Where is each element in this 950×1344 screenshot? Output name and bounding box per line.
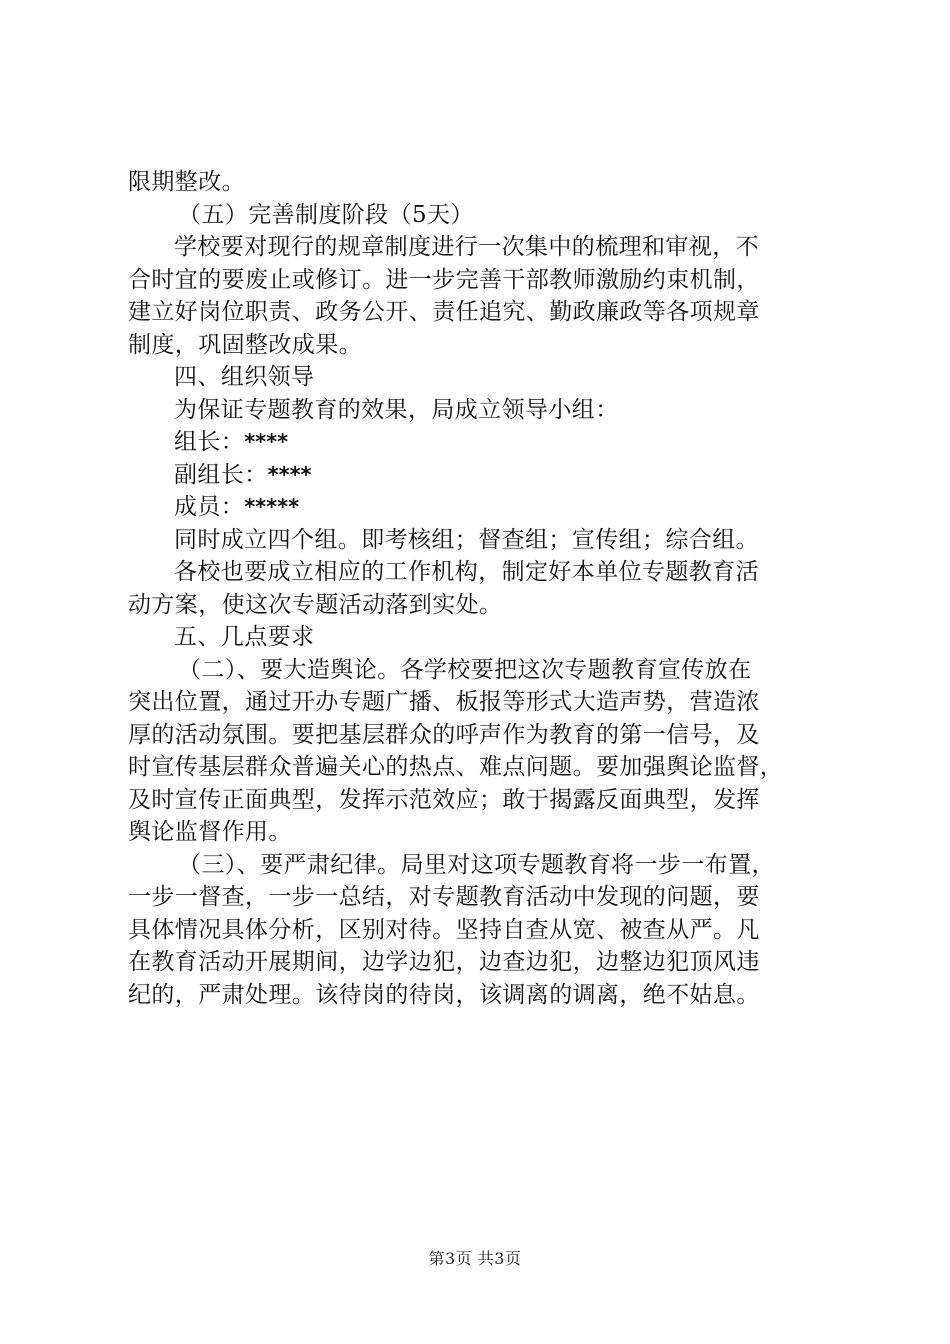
text-line: 舆论监督作用。	[128, 819, 292, 845]
text-line: 建立好岗位职责、政务公开、责任追究、勤政廉政等各项规章	[128, 299, 760, 325]
text-line: （三）、要严肃纪律。局里对这项专题教育将一步一布置，	[178, 851, 775, 878]
text-line: 一步一督查，一步一总结，对专题教育活动中发现的问题，要	[128, 884, 760, 910]
text-line: 动方案，使这次专题活动落到实处。	[128, 591, 503, 618]
section-heading-5: （五）完善制度阶段（5天）	[178, 201, 474, 228]
section-heading-requirements: 五、几点要求	[174, 624, 315, 650]
text-line: 制度，巩固整改成果。	[128, 331, 362, 358]
deputy-leader-value: ****	[267, 462, 312, 487]
deputy-leader-label: 副组长：	[174, 461, 268, 488]
text-line: 学校要对现行的规章制度进行一次集中的梳理和审视，不	[174, 234, 759, 260]
section-heading-organization: 四、组织领导	[174, 364, 315, 390]
text-line: 在教育活动开展期间，边学边犯，边查边犯，边整边犯顶风违	[128, 949, 760, 975]
members-line	[128, 491, 828, 524]
document-body	[128, 166, 828, 1011]
text-line: （二）、要大造舆论。各学校要把这次专题教育宣传放在	[178, 656, 752, 683]
text-line: 限期整改。	[128, 169, 245, 195]
text-line: 具体情况具体分析，区别对待。坚持自查从宽、被查从严。凡	[128, 916, 760, 943]
text-line: 时宣传基层群众普遍关心的热点、难点问题。要加强舆论监督，	[128, 754, 784, 780]
leader-label: 组长：	[174, 429, 245, 455]
text-line: 各校也要成立相应的工作机构，制定好本单位专题教育活	[174, 559, 759, 585]
members-label: 成员：	[174, 494, 245, 520]
members-value: *****	[244, 495, 300, 519]
text-line: 纪的，严肃处理。该待岗的待岗，该调离的调离，绝不姑息。	[128, 981, 760, 1008]
text-line: 为保证专题教育的效果，局成立领导小组：	[174, 396, 619, 423]
text-line: 及时宣传正面典型，发挥示范效应；敢于揭露反面典型，发挥	[128, 786, 760, 813]
text-line: 突出位置，通过开办专题广播、板报等形式大造声势，营造浓	[128, 689, 760, 715]
text-line: 合时宜的要废止或修订。进一步完善干部教师激励约束机制，	[128, 266, 760, 293]
leader-line	[128, 426, 828, 459]
leader-value: ****	[244, 430, 289, 454]
page-footer: 第3页 共3页	[428, 1249, 522, 1268]
deputy-leader-line	[128, 459, 828, 492]
text-line: 同时成立四个组。即考核组；督查组；宣传组；综合组。	[174, 526, 759, 553]
text-line: 厚的活动氛围。要把基层群众的呼声作为教育的第一信号，及	[128, 721, 760, 748]
